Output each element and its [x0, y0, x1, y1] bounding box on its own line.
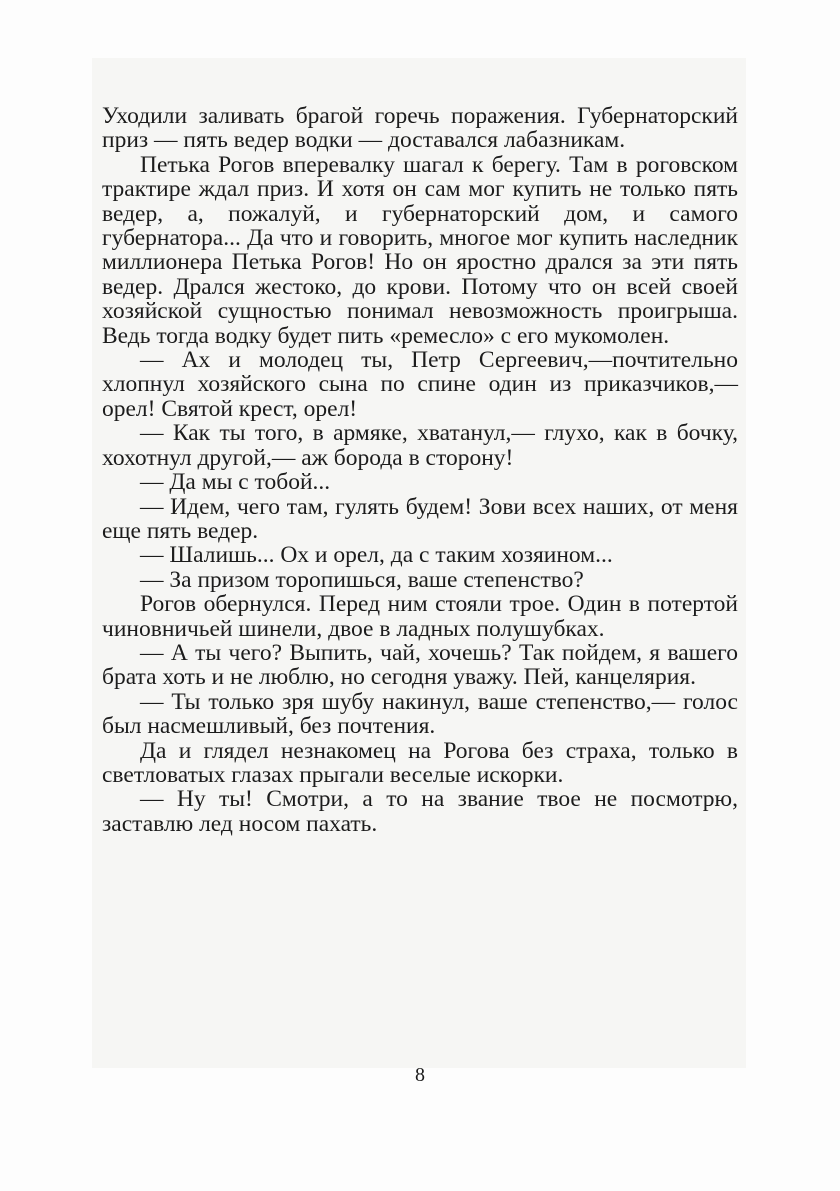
- paragraph: Да и глядел незнакомец на Рогова без страха, только в светловатых глазах прыгали веселые искорки.: [102, 737, 738, 788]
- paragraph: — Идем, чего там, гулять будем! Зови всех наших, от меня еще пять ведер.: [102, 493, 738, 544]
- paragraph: — А ты чего? Выпить, чай, хочешь? Так пойдем, я вашего брата хоть и не люблю, но сегодня уважу. Пей, канцелярия.: [102, 639, 738, 691]
- paragraph: — Как ты того, в армяке, хватанул,— глухо, как в бочку, хохотнул другой,— аж борода в сторону!: [102, 420, 738, 471]
- page-text: [102, 104, 738, 836]
- page-number: 8: [415, 1064, 425, 1086]
- paragraph: — Ты только зря шубу накинул, ваше степенство,— голос был насмешливый, без почтения.: [102, 688, 738, 740]
- paragraph: — Ну ты! Смотри, а то на звание твое не посмотрю, заставлю лед носом пахать.: [102, 786, 738, 837]
- paragraph: Петька Рогов вперевалку шагал к берегу. Там в роговском трактире ждал приз. И хотя он сам мог купить не только пять ведер, а, пожалуй, и губернаторский дом, и самого губернатора... Да что и говорить, многое мог купить наследник миллионера Петька Рогов! Но он яростно дрался за эти пять ведер. Дрался жестоко, до крови. Потому что он всей своей хозяйской сущностью понимал невозможность проигрыша. Ведь тогда водку будет пить «ремесло» с его мукомолен.: [102, 151, 738, 349]
- paragraph: Уходили заливать брагой горечь поражения. Губернаторский приз — пять ведер водки — доставался лабазникам.: [102, 103, 738, 154]
- paragraph: Рогов обернулся. Перед ним стояли трое. Один в потертой чиновничьей шинели, двое в ладных полушубках.: [102, 591, 738, 642]
- paragraph: — Шалишь... Ох и орел, да с таким хозяином...: [140, 542, 613, 569]
- paragraph: — За призом торопишься, ваше степенство?: [140, 566, 584, 593]
- paragraph: — Да мы с тобой...: [140, 469, 331, 496]
- paragraph: — Ах и молодец ты, Петр Сергеевич,—почтительно хлопнул хозяйского сына по спине один из приказчиков,— орел! Святой крест, орел!: [102, 347, 738, 422]
